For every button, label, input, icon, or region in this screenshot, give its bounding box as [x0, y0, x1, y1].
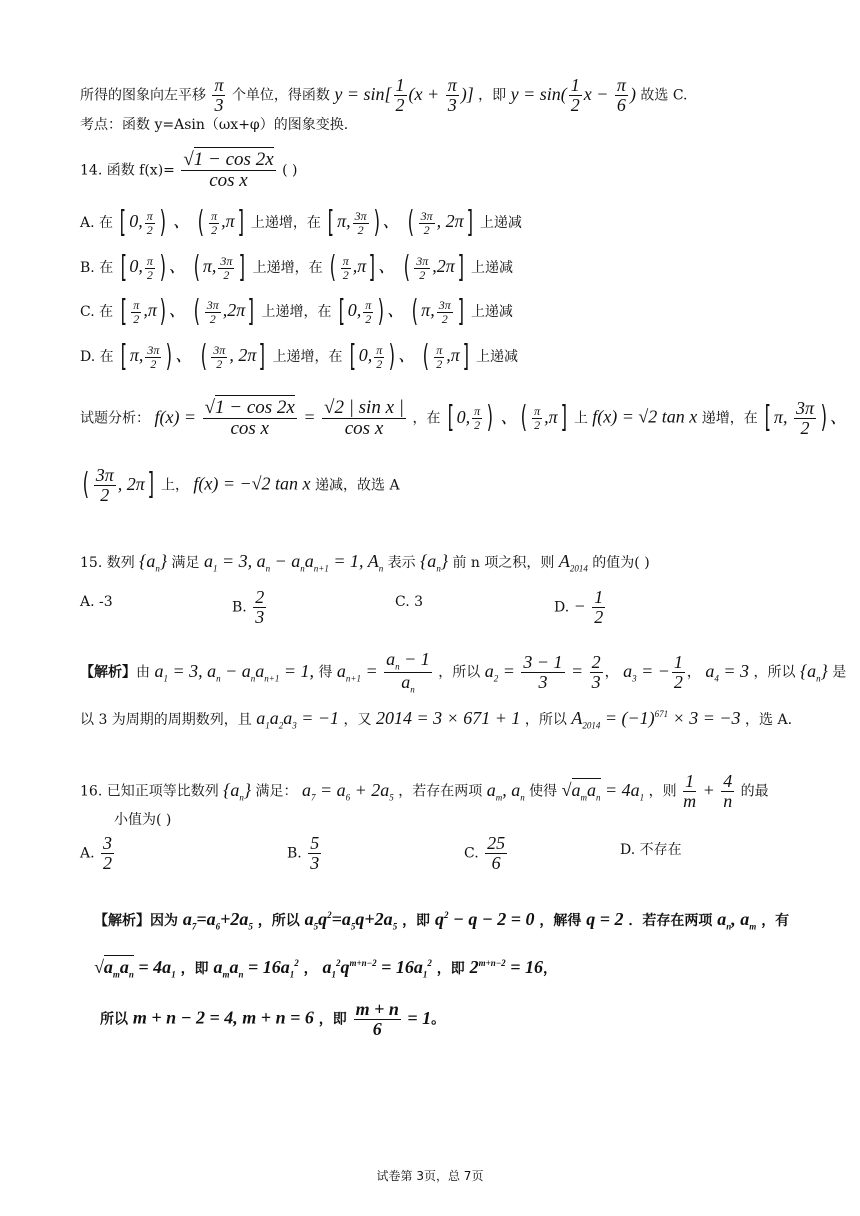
q15-sol-seq: $\{a_n\}$ [799, 660, 828, 684]
q15-choice-a[interactable]: A. -3 [80, 594, 113, 610]
q16-sol-sum: m + n − 2 = 4, m + n = 6 [132, 1007, 314, 1028]
q14-d-intervals2: [ 0, $\frac{\pi}{2}$ ) 、 ( $\frac{\pi}{2}$ ,π] [349, 339, 469, 374]
q15-sol-a3: $a_3$ = − $\frac{1}{2}$ [623, 652, 683, 693]
q13-text-prefix: 所得的图象向左平移 [80, 87, 206, 104]
q16-c-value: $\frac{25}{6}$ [487, 833, 506, 873]
q14-choice-d[interactable] [80, 339, 518, 374]
q14-analysis-interval4: ( $\frac{3\pi}{2}$ , 2π] [82, 465, 154, 505]
q14-analysis-line2 [80, 466, 400, 505]
q14-analysis-mid: ，在 [412, 410, 441, 427]
q15-sol1-mid2: ，所以 [438, 664, 481, 681]
q15-sol-cond: $a_1 = 3$, $a_n - a_na_{n+1} = 1$, [154, 660, 314, 684]
q16-sol-prod: $a_ma_n = 16a_1^2$ [213, 957, 299, 980]
q14-d-intervals: [ π, $\frac{3\pi}{2}$ ) 、 ( $\frac{3\pi}{2}$ , 2π] [120, 339, 266, 374]
q13-line1 [80, 76, 688, 115]
q15-solution-line1: 【解析】由 $a_1 = 3$, $a_n - a_na_{n+1} = 1$, 得 $a_{n+1}$ = $\frac{a_n - 1}{a_n}$ ，所以 $a_2$ = $\frac{3 - 1}{3}$ = $\frac{2}{3}$ ， $a_3$ = − $\frac{1}{2}$ ， $a_4 = 3$ ，所以 $\{a_n\}$ 是 [80, 649, 847, 695]
q15-seq2: $\{a_n\}$ [420, 551, 449, 574]
q15-stem-mid2: 表示 [387, 555, 416, 571]
q16-solution-line1 [94, 910, 789, 932]
q16-condition: $a_7 = a_6 + 2a_5$ [301, 779, 394, 803]
q14-b-intervals: [ 0, $\frac{\pi}{2}$ ) 、 ( π, $\frac{3\pi}{2}$ ] [120, 250, 246, 285]
q16-stem-prefix: 16. 已知正项等比数列 [80, 783, 219, 800]
q16-sol1-mid3: ，解得 [539, 913, 582, 929]
q15-sol-a4: $a_4 = 3$ [705, 660, 750, 684]
q16-choice-b[interactable] [287, 834, 323, 873]
q16-sol-sqrt: $√a_ma_n = 4a_1$ [94, 957, 176, 980]
q14-stem-prefix: 14. 函数 f(x)= [80, 162, 175, 179]
q14-b-intervals2: ( $\frac{\pi}{2}$ ,π] 、 ( $\frac{3\pi}{2}$ ,2π] [329, 250, 464, 285]
page-footer: 试卷第 3页，总 7页 [376, 1169, 484, 1183]
q15-d-value: − $\frac{1}{2}$ [573, 587, 604, 627]
q16-sol3-mid: ，即 [318, 1011, 347, 1028]
q15-d-label: D. [554, 599, 570, 616]
q16-stem-end: 的最 [740, 783, 769, 800]
q14-analysis-label: 试题分析： [80, 410, 150, 427]
q16-sol-power: $a_1^2q^{m+n-2} = 16a_1^2$ [322, 957, 432, 980]
q15-sol2-mid: ，又 [343, 712, 372, 728]
q16-sol-final: $\frac{m + n}{6}$ = 1 [355, 999, 432, 1039]
q14-analysis2-end: 递减，故选 A [315, 477, 400, 494]
q15-condition: $a_1 = 3$, $a_n - a_na_{n+1} = 1$, $A_n$ [203, 551, 384, 574]
q15-sol2-mid2: ，所以 [524, 712, 567, 728]
q16-choice-a[interactable] [80, 834, 116, 873]
q16-seq: $\{a_n\}$ [223, 779, 252, 803]
q15-stem-mid: 满足 [171, 555, 200, 571]
q14-choice-a[interactable] [80, 205, 522, 240]
q16-sol1-prefix: 因为 [150, 913, 178, 929]
q14-a-intervals2: [ π, $\frac{3\pi}{2}$ ) 、 ( $\frac{3\pi}{2}$ , 2π] [327, 205, 473, 240]
q16-a-value: $\frac{3}{2}$ [103, 833, 113, 873]
q16-solution-label: 【解析】 [94, 913, 150, 929]
q16-solution-line3: 所以 m + n − 2 = 4, m + n = 6 ，即 $\frac{m + n}{6}$ = 1。 [100, 999, 446, 1039]
q16-stem [80, 772, 769, 811]
q16-sol2-mid2: ， [303, 961, 318, 977]
q16-sol1-mid2: ，即 [402, 913, 431, 929]
q14-a-intervals: [ 0, $\frac{\pi}{2}$ ) 、 ( $\frac{\pi}{2}$ ,π] [120, 205, 244, 240]
q16-stem-mid2: ，若存在两项 [398, 783, 483, 800]
q15-b-value: $\frac{2}{3}$ [255, 587, 265, 627]
q16-choice-c[interactable] [464, 834, 509, 873]
q16-a-label: A. [80, 845, 95, 862]
q16-sol-terms: $a_n$, $a_m$ [717, 909, 757, 932]
q15-sol-2014: 2014 = 3 × 671 + 1 [375, 708, 521, 728]
q14-b-end: 上递减 [471, 260, 514, 277]
q14-d-end: 上递减 [475, 349, 518, 366]
q16-sol-eq1: $a_7=a_6+2a_5$ [182, 909, 253, 932]
q16-sol-eq3: $q^2 - q - 2 = 0$ [434, 909, 535, 929]
q14-a-mid: 上递增，在 [250, 215, 321, 232]
q14-c-mid: 上递增，在 [261, 304, 332, 321]
q15-solution-label: 【解析】 [80, 664, 136, 681]
q14-analysis-line1 [80, 398, 848, 439]
q15-stem-mid3: 前 n 项之积，则 [452, 555, 555, 571]
q13-text-mid: 个单位，得函数 [231, 87, 330, 104]
q13-text-mid2: ，即 [478, 87, 507, 104]
q15-sol-result: $A_{2014} = (-1)^{671} \times 3 = -3$ [571, 708, 741, 731]
fraction-pi-over-3: $\frac{\pi}{3}$ [214, 75, 224, 116]
q15-b-label: B. [232, 599, 247, 616]
q14-d-label: D. 在 [80, 349, 114, 366]
q14-b-label: B. 在 [80, 260, 114, 277]
q15-stem [80, 552, 650, 574]
q14-b-mid: 上递增，在 [252, 260, 323, 277]
q15-sol1-prefix: 由 [136, 664, 150, 681]
q15-sol1-mid: 得 [318, 664, 333, 681]
q15-sol-a2: $a_2$ = $\frac{3 - 1}{3}$ = $\frac{2}{3}$ [484, 652, 601, 693]
q15-sol2-end: ，选 A. [745, 712, 793, 728]
q15-stem-end: 的值为( ) [592, 555, 650, 571]
q16-stem-mid4: ，则 [648, 783, 677, 800]
q16-sol-exp: $2^{m+n-2} = 16$ [469, 957, 543, 977]
q14-analysis2-mid: 上， [160, 477, 189, 494]
q16-sol1-end: ．若存在两项 [628, 913, 713, 929]
q14-c-end: 上递减 [470, 304, 513, 321]
q13-answer: 故选 C. [640, 87, 688, 104]
q15-choice-d[interactable] [554, 588, 607, 627]
q15-choice-b[interactable] [232, 588, 268, 627]
q16-sol1-tail: ，有 [761, 913, 790, 929]
q15-stem-prefix: 15. 数列 [80, 555, 135, 571]
q14-analysis-interval3: [ π, $\frac{3\pi}{2}$ ) 、 [764, 398, 848, 438]
q14-a-end: 上递减 [479, 215, 522, 232]
q15-a2014: $A_{2014}$ [558, 551, 588, 574]
q16-c-label: C. [464, 845, 479, 862]
q15-sol1-end: ，所以 [753, 664, 796, 681]
q15-sol-rec: $a_{n+1}$ = $\frac{a_n - 1}{a_n}$ [336, 649, 430, 695]
q16-sol-eq2: $a_5q^2=a_5q+2a_5$ [304, 909, 398, 932]
q16-stem-line2: 小值为( ) [114, 812, 172, 828]
q16-sqrt-cond: $√a_ma_n = 4a_1$ [561, 779, 645, 803]
q14-analysis-f-dec: f(x) = −√2 tan x [193, 473, 311, 494]
q15-seq: $\{a_n\}$ [139, 551, 168, 574]
q14-analysis-formula: f(x) = $\frac{√1 - \cos 2x}{\text{cos x}}$ = $\frac{\text{√2 | sin x |}}{\text{cos x}}$ [154, 397, 404, 439]
q14-choice-b[interactable] [80, 250, 514, 285]
formula-y-sin-1: y = sin[ $\frac{1}{2}$ (x + $\frac{\pi}{3}$ )] [334, 75, 474, 115]
q14-fraction: $\frac{√1 - \cos 2x}{\text{cos x}}$ [183, 149, 274, 191]
q14-paren: ( ) [282, 162, 298, 179]
q16-terms: $a_m$, $a_n$ [486, 779, 525, 803]
q15-solution-line2 [80, 709, 792, 731]
q13-line2: 考点：函数 y=Asin（ωx+φ）的图象变换. [80, 117, 349, 133]
q14-c-intervals2: [ 0, $\frac{\pi}{2}$ ) 、 ( π, $\frac{3\pi}{2}$ ] [338, 294, 464, 329]
q14-analysis-mid2: 上 [573, 410, 588, 427]
q14-a-label: A. 在 [80, 215, 114, 232]
q16-stem-mid: 满足： [255, 783, 298, 800]
q15-sol-product: $a_1a_2a_3 = -1$ [256, 708, 340, 731]
q16-choice-d[interactable]: D. 不存在 [620, 842, 682, 858]
q14-c-label: C. 在 [80, 304, 114, 321]
q16-b-value: $\frac{5}{3}$ [310, 833, 320, 873]
q14-stem [80, 150, 297, 191]
q16-sol1-mid: ，所以 [257, 913, 300, 929]
q14-c-intervals: [ $\frac{\pi}{2}$ ,π) 、 ( $\frac{3\pi}{2}$ ,2π] [120, 294, 255, 329]
q16-sol3-prefix: 所以 [100, 1011, 128, 1028]
q16-sol-q: q = 2 [586, 909, 624, 929]
q16-stem-mid3: 使得 [529, 783, 558, 800]
q14-analysis-f-inc: f(x) = √2 tan x [592, 406, 698, 427]
q16-sol2-mid: ，即 [180, 961, 209, 977]
q16-sol2-mid3: ，即 [436, 961, 465, 977]
q14-analysis-inc: 递增，在 [701, 410, 758, 427]
q16-b-label: B. [287, 845, 302, 862]
q14-d-mid: 上递增，在 [272, 349, 343, 366]
formula-y-sin-2: y = sin( $\frac{1}{2}$ x − $\frac{\pi}{6}$ ) [510, 75, 636, 115]
q14-analysis-intervals: [ 0, $\frac{\pi}{2}$ ) 、( $\frac{\pi}{2}$ ,π] [447, 400, 567, 436]
q15-choice-c[interactable]: C. 3 [395, 594, 424, 610]
q15-sol1-tail: 是 [832, 664, 847, 681]
q14-choice-c[interactable] [80, 294, 513, 329]
q16-target-expr: $\frac{1}{m}$ + $\frac{4}{n}$ [683, 771, 733, 811]
q16-solution-line2: $√a_ma_n = 4a_1$ ，即 $a_ma_n = 16a_1^2$ ， $a_1^2q^{m+n-2} = 16a_1^2$ ，即 $2^{m+n-2} = 16$， [94, 957, 557, 980]
q15-sol2-prefix: 以 3 为周期的周期数列，且 [80, 712, 252, 728]
